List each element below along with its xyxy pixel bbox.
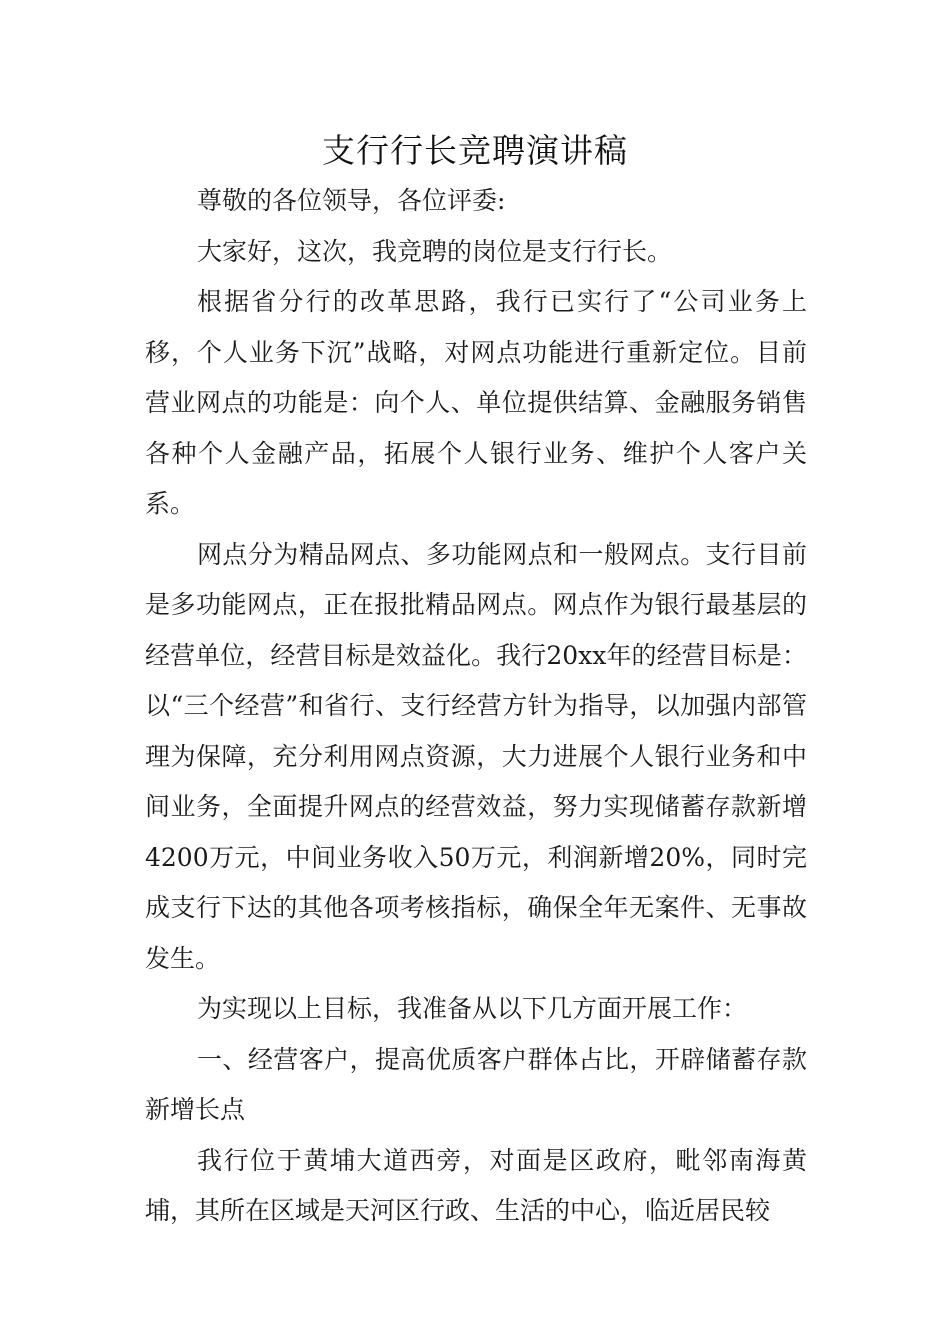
body-paragraph: 我行位于黄埔大道西旁，对面是区政府，毗邻南海黄埔，其所在区域是天河区行政、生活的中心，临近居民较 xyxy=(145,1145,807,1225)
document-title: 支行行长竞聘演讲稿 xyxy=(322,131,628,170)
salutation-paragraph: 尊敬的各位领导，各位评委: xyxy=(197,186,506,215)
body-paragraph: 为实现以上目标，我准备从以下几方面开展工作： xyxy=(197,994,748,1023)
body-paragraph: 网点分为精品网点、多功能网点和一般网点。支行目前是多功能网点，正在报批精品网点。网点作为银行最基层的经营单位，经营目标是效益化。我行20xx年的经营目标是：以“三个经营”和省行、支行经营方针为指导，以加强内部管理为保障，充分利用网点资源，大力进展个人银行业务和中间业务，全面提升网点的经营效益，努力实现储蓄存款新增4200万元，中间业务收入50万元，利润新增20%，同时完成支行下达的其他各项考核指标，确保全年无案件、无事故发生。 xyxy=(145,539,807,973)
body-paragraph: 根据省分行的改革思路，我行已实行了“公司业务上移，个人业务下沉”战略，对网点功能进行重新定位。目前营业网点的功能是：向个人、单位提供结算、金融服务销售各种个人金融产品，拓展个人银行业务、维护个人客户关系。 xyxy=(145,287,807,518)
document-body xyxy=(145,176,807,1237)
section-heading: 一、经营客户，提高优质客户群体占比，开辟储蓄存款新增长点 xyxy=(145,1044,807,1124)
greeting-paragraph: 大家好，这次，我竞聘的岗位是支行行长。 xyxy=(197,236,673,266)
